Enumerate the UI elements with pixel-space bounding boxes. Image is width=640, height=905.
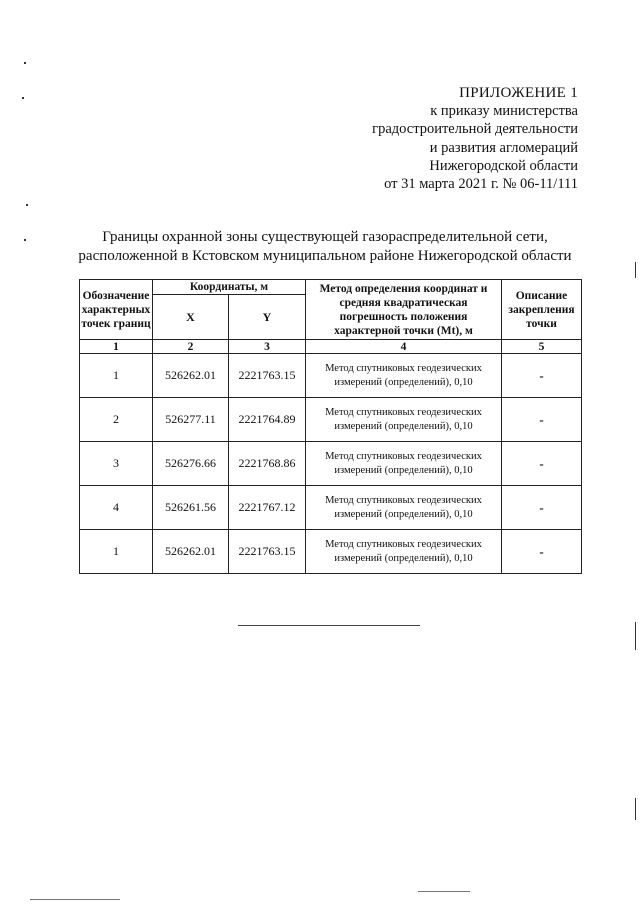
column-number: 2 [153,340,229,354]
scan-speck [26,204,28,206]
coord-x: 526276.66 [153,442,229,486]
description-cell: - [502,486,582,530]
coord-y: 2221763.15 [229,530,306,574]
method-cell: Метод спутниковых геодезических измерений (определений), 0,10 [306,398,502,442]
coord-y: 2221768.86 [229,442,306,486]
description-cell: - [502,398,582,442]
appendix-line: градостроительной деятельности [372,121,578,138]
appendix-line: к приказу министерства [430,103,578,120]
point-id: 4 [80,486,153,530]
column-number: 1 [80,340,153,354]
coord-y: 2221763.15 [229,354,306,398]
table-row [80,530,582,574]
appendix-line: от 31 марта 2021 г. № 06-11/111 [384,176,578,193]
scan-edge-mark [635,262,636,278]
header-coordinates: Координаты, м [153,280,306,295]
method-cell: Метод спутниковых геодезических измерений (определений), 0,10 [306,530,502,574]
scan-speck [24,62,26,64]
table-row [80,354,582,398]
column-number: 5 [502,340,582,354]
point-id: 1 [80,530,153,574]
coord-x: 526262.01 [153,354,229,398]
table-row [80,442,582,486]
scan-edge-mark [30,899,120,900]
header-y: Y [229,295,306,340]
coord-x: 526261.56 [153,486,229,530]
header-method: Метод определения координат и средняя квадратическая погрешность положения характерной точки (Mt), м [306,280,502,340]
method-cell: Метод спутниковых геодезических измерений (определений), 0,10 [306,354,502,398]
coord-y: 2221764.89 [229,398,306,442]
document-heading [60,228,590,266]
method-cell: Метод спутниковых геодезических измерений (определений), 0,10 [306,442,502,486]
table-row [80,486,582,530]
closing-line [238,625,420,626]
description-cell: - [502,354,582,398]
coord-x: 526262.01 [153,530,229,574]
description-cell: - [502,442,582,486]
scan-speck [22,97,24,99]
header-designation: Обозначение характерных точек границ [80,280,153,340]
scan-edge-mark [635,622,636,650]
coord-y: 2221767.12 [229,486,306,530]
column-number: 4 [306,340,502,354]
appendix-line: и развития агломераций [429,139,578,156]
coord-x: 526277.11 [153,398,229,442]
column-number: 3 [229,340,306,354]
scan-edge-mark [635,798,636,820]
header-description: Описание закрепления точки [502,280,582,340]
heading-line: Границы охранной зоны существующей газораспределительной сети, [102,229,548,245]
point-id: 3 [80,442,153,486]
coordinates-table [79,279,582,574]
heading-line: расположенной в Кстовском муниципальном районе Нижегородской области [78,248,572,264]
scan-edge-mark [418,891,470,892]
method-cell: Метод спутниковых геодезических измерений (определений), 0,10 [306,486,502,530]
appendix-title: ПРИЛОЖЕНИЕ 1 [459,85,578,101]
description-cell: - [502,530,582,574]
appendix-line: Нижегородской области [429,157,578,174]
point-id: 1 [80,354,153,398]
appendix-block [318,84,578,193]
header-x: X [153,295,229,340]
point-id: 2 [80,398,153,442]
table-row [80,398,582,442]
scan-speck [24,239,26,241]
